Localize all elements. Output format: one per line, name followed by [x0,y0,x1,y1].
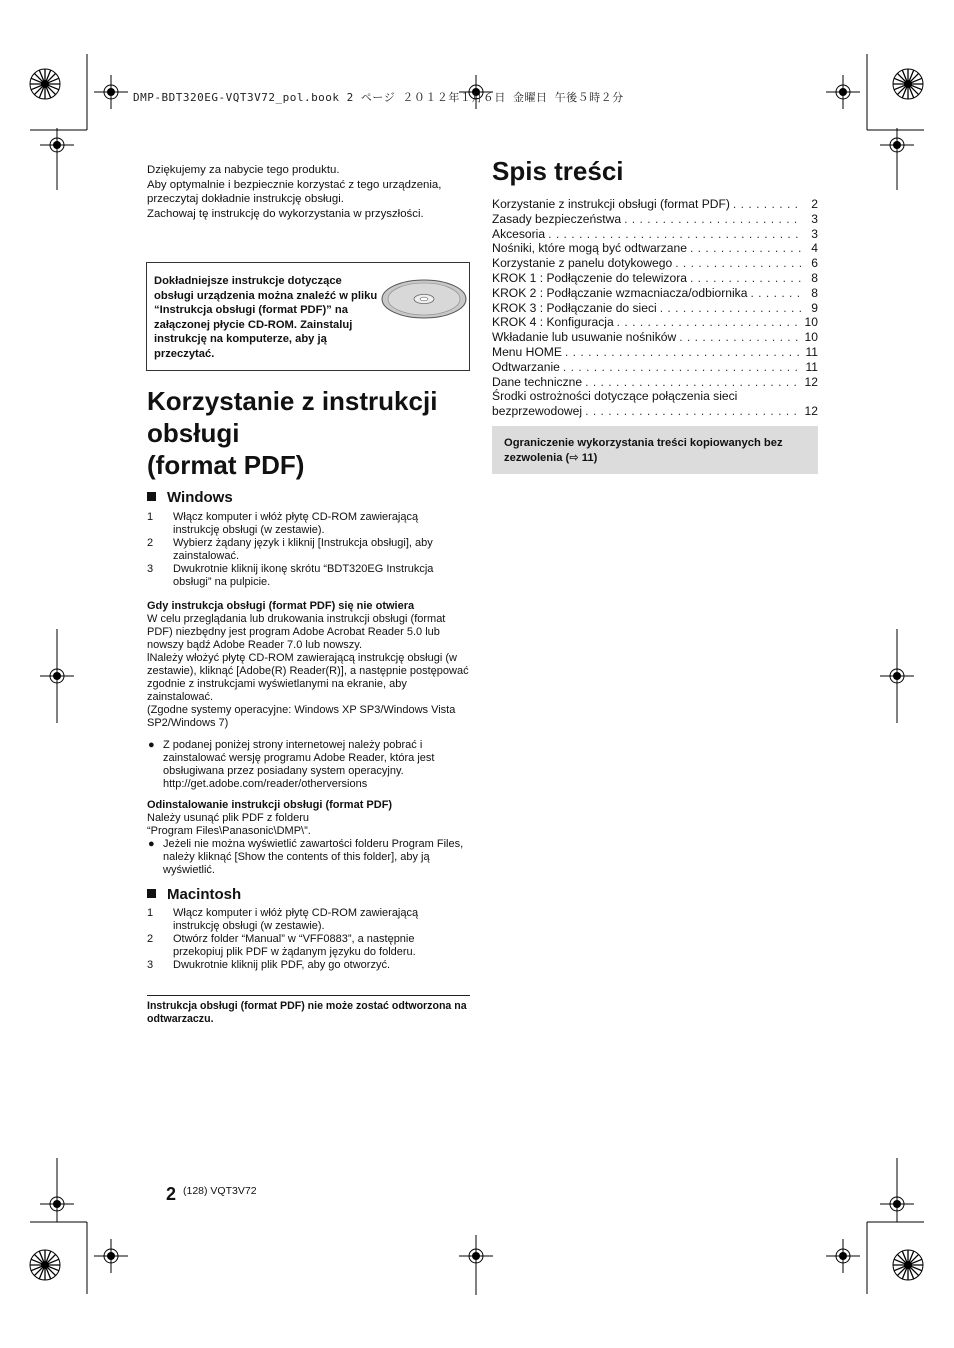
uninstall-section [147,799,472,877]
toc-entry-page: 6 [811,256,818,271]
intro-line-3: Zachowaj tę instrukcję do wykorzystania w przyszłości. [147,207,424,220]
toc-entry-label: Odtwarzanie [492,359,560,374]
toc-entry-label-line-2: bezprzewodowej [492,404,583,419]
step-number: 2 [147,537,154,549]
step-text: Włącz komputer i włóż płytę CD-ROM zawierającą instrukcję obsługi (w zestawie). [173,511,419,536]
toc-leader [690,271,801,286]
toc-entry-label: Zasady bezpieczeństwa [492,211,622,226]
pdf-section-title [147,385,477,481]
adobe-download-note [147,739,472,791]
bottom-note: Instrukcja obsługi (format PDF) nie może zostać odtworzona na odtwarzaczu. [147,1000,467,1025]
pdf-not-opening-heading: Gdy instrukcja obsługi (format PDF) się nie otwiera [147,600,415,612]
toc-entry[interactable] [492,330,818,345]
toc-title: Spis treści [492,156,624,186]
square-bullet-icon [147,889,156,898]
step-text: Dwukrotnie kliknij plik PDF, aby go otworzyć. [173,959,391,971]
table-of-contents [492,197,818,419]
toc-entry-label: Nośniki, które mogą być odtwarzane [492,241,687,256]
step-number: 1 [147,511,154,523]
toc-entry-label-line-1: Środki ostrożności dotyczące połączenia sieci [492,389,738,404]
uninstall-heading: Odinstalowanie instrukcji obsługi (format PDF) [147,799,393,811]
toc-entry-label: KROK 3 : Podłączanie do sieci [492,300,657,315]
toc-entry-row [492,404,818,419]
toc-entry-page: 2 [811,197,818,211]
toc-leader [660,301,801,316]
toc-entry[interactable] [492,301,818,316]
pdf-title-line-3: (format PDF) [147,450,305,480]
pdf-not-opening-para-1: W celu przeglądania lub drukowania instrukcji obsługi (format PDF) niezbędny jest program Adobe Acrobat Reader 5.0 lub nowszy bądź Adobe Reader 7.0 lub nowszy. [147,613,446,651]
toc-entry[interactable] [492,212,818,227]
bullet-item [147,739,472,791]
windows-step [147,563,467,589]
step-number: 2 [147,933,154,945]
toc-leader [617,315,801,330]
toc-entry-page: 10 [804,330,818,345]
toc-leader [585,404,801,419]
toc-entry-page: 12 [804,374,818,389]
toc-entry[interactable] [492,271,818,286]
macintosh-step [147,907,467,933]
toc-entry-label: KROK 2 : Podłączanie wzmacniacza/odbiornika [492,285,748,300]
intro-text [147,163,472,221]
uninstall-bullet-text: Jeżeli nie można wyświetlić zawartości folderu Program Files, należy kliknąć [Show the contents of this folder], aby ją wyświetlić. [163,838,464,876]
pdf-not-opening-para-2: lNależy włożyć płytę CD-ROM zawierającą instrukcję obsługi (w zestawie), kliknąć [Adobe(R) Reader(R)], a następnie postępować zgodnie z instrukcjami wyświetlanymi na ekranie, aby zainstalować. [147,652,469,703]
toc-entry-label: Dane techniczne [492,374,583,389]
toc-entry-page: 9 [811,300,818,315]
toc-entry-page: 10 [804,315,818,330]
toc-entry-page: 3 [811,211,818,226]
windows-heading-label: Windows [167,489,233,506]
step-number: 3 [147,959,154,971]
step-text: Dwukrotnie kliknij ikonę skrótu “BDT320EG Instrukcja obsługi” na pulpicie. [173,563,434,588]
toc-entry[interactable] [492,360,818,375]
adobe-download-text: Z podanej poniżej strony internetowej należy pobrać i zainstalować wersję programu Adobe Reader, która jest obsługiwana przez posiadany system operacyjny. http://get.adobe.com/reader/otherversions [163,739,435,790]
pdf-title-line-1: Korzystanie z instrukcji [147,386,438,416]
toc-entry-label: KROK 1 : Podłączenie do telewizora [492,270,687,285]
windows-step [147,537,467,563]
toc-entry[interactable] [492,375,818,390]
step-number: 3 [147,563,154,575]
step-text: Otwórz folder “Manual” w “VFF0883”, a następnie przekopiuj plik PDF w żądanym języku do folderu. [173,933,416,958]
uninstall-line-1: Należy usunąć plik PDF z folderu [147,812,310,824]
file-header: DMP-BDT320EG-VQT3V72_pol.book 2 ページ ２０１２年１月６日 金曜日 午後５時２分 [133,91,624,104]
toc-entry[interactable] [492,345,818,360]
toc-entry-label: Korzystanie z panelu dotykowego [492,256,673,271]
toc-entry-page: 12 [804,404,818,419]
toc-leader [563,360,801,375]
step-text: Włącz komputer i włóż płytę CD-ROM zawierającą instrukcję obsługi (w zestawie). [173,907,419,932]
copy-restriction-notice: Ograniczenie wykorzystania treści kopiowanych bez zezwolenia (⇨ 11) [492,426,818,474]
macintosh-heading [147,886,241,903]
toc-leader [675,256,801,271]
toc-leader [548,227,801,242]
toc-leader [690,241,801,256]
toc-entry-label: Korzystanie z instrukcji obsługi (format PDF) [492,197,730,211]
windows-heading [147,489,233,506]
toc-entry-page: 11 [805,344,818,359]
toc-entry[interactable] [492,256,818,271]
toc-entry[interactable] [492,227,818,242]
toc-leader [565,345,801,360]
toc-entry[interactable] [492,286,818,301]
toc-entry[interactable] [492,241,818,256]
bullet-item [147,838,472,877]
bullet-dot-icon: ● [148,739,155,751]
toc-entry-label: Akcesoria [492,226,546,241]
pdf-not-opening-section [147,600,472,730]
toc-entry-page: 8 [811,270,818,285]
toc-leader [679,330,801,345]
cd-rom-info-text: Dokładniejsze instrukcje dotyczące obsługi urządzenia można znaleźć w pliku “Instrukcja obsługi (format PDF)” na załączonej płycie CD-ROM. Zainstaluj instrukcję na komputerze, aby ją przeczytać. [154,275,378,360]
step-text: Wybierz żądany język i kliknij [Instrukcja obsługi], aby zainstalować. [173,537,433,562]
toc-entry[interactable] [492,197,818,212]
toc-entry-page: 4 [811,241,818,256]
step-number: 1 [147,907,154,919]
windows-step [147,511,467,537]
intro-line-2: Aby optymalnie i bezpiecznie korzystać z tego urządzenia, przeczytaj dokładnie instrukcję obsługi. [147,178,442,206]
page-number: 2 [166,1184,177,1204]
toc-leader [750,286,801,301]
toc-entry-label: Menu HOME [492,344,562,359]
uninstall-line-2: “Program Files\Panasonic\DMP\”. [147,825,311,837]
macintosh-heading-label: Macintosh [167,886,242,903]
macintosh-step [147,933,467,959]
pdf-title-line-2: obsługi [147,418,240,448]
toc-entry-page: 8 [811,285,818,300]
windows-steps [147,511,467,589]
page-code: (128) VQT3V72 [183,1185,257,1197]
cd-disc-icon [381,279,467,319]
toc-entry-page: 11 [805,359,818,374]
toc-leader [624,212,801,227]
toc-leader [733,197,801,212]
toc-entry-page: 3 [811,226,818,241]
toc-entry-label: Wkładanie lub usuwanie nośników [492,330,677,345]
macintosh-steps [147,907,467,972]
divider [147,995,470,996]
toc-entry[interactable] [492,315,818,330]
cd-rom-info-box [146,262,470,371]
square-bullet-icon [147,492,156,501]
macintosh-step [147,959,467,972]
bullet-dot-icon: ● [148,838,155,850]
intro-line-1: Dziękujemy za nabycie tego produktu. [147,164,340,176]
pdf-not-opening-para-3: (Zgodne systemy operacyjne: Windows XP SP3/Windows Vista SP2/Windows 7) [147,704,456,729]
toc-entry-label: KROK 4 : Konfiguracja [492,315,614,330]
toc-entry-wireless[interactable] [492,389,818,419]
toc-leader [585,375,801,390]
